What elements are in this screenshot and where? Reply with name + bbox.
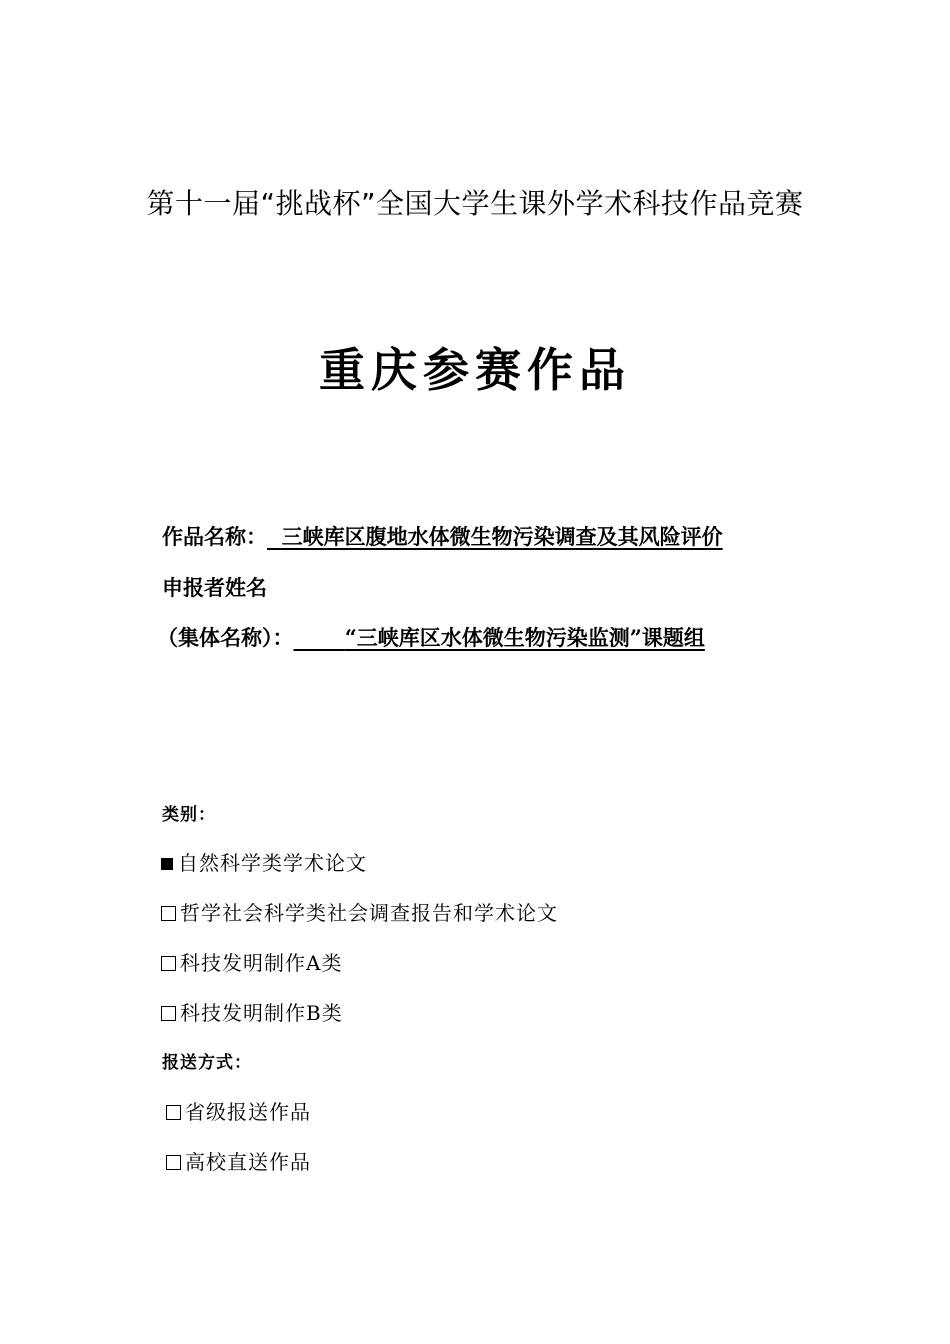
- category-option-invention-a[interactable]: [161, 947, 342, 976]
- submission-label: 报送方式：: [162, 1053, 252, 1073]
- submission-option-university[interactable]: [166, 1146, 311, 1175]
- group-value: “三峡库区水体微生物污染监测”课题组: [344, 625, 705, 650]
- option-label: 高校直送作品: [185, 1150, 311, 1174]
- category-option-social-science[interactable]: [161, 897, 558, 926]
- submission-option-provincial[interactable]: [166, 1096, 311, 1125]
- checked-box-icon: [161, 858, 173, 870]
- checkbox-icon: [161, 956, 176, 971]
- option-label: 科技发明制作A类: [180, 951, 343, 975]
- applicant-label: 申报者姓名: [162, 575, 267, 600]
- main-title: 重庆参赛作品: [319, 343, 631, 397]
- option-label: 科技发明制作B类: [180, 1001, 343, 1025]
- group-label: （集体名称）：: [157, 625, 294, 650]
- category-option-natural-science[interactable]: [161, 847, 367, 876]
- category-label: 类别：: [162, 805, 216, 825]
- checkbox-icon: [161, 906, 176, 921]
- work-name-value: 三峡库区腹地水体微生物污染调查及其风险评价: [281, 524, 723, 549]
- checkbox-icon: [166, 1155, 181, 1170]
- checkbox-icon: [161, 1006, 176, 1021]
- option-label: 省级报送作品: [185, 1100, 311, 1124]
- group-row: [157, 622, 705, 652]
- category-option-invention-b[interactable]: [161, 997, 343, 1026]
- work-name-row: [162, 521, 723, 551]
- work-name-label: 作品名称：: [162, 524, 267, 549]
- option-label: 自然科学类学术论文: [178, 851, 367, 875]
- option-label: 哲学社会科学类社会调查报告和学术论文: [180, 901, 558, 925]
- checkbox-icon: [166, 1105, 181, 1120]
- competition-title: 第十一届“挑战杯”全国大学生课外学术科技作品竞赛: [146, 187, 804, 220]
